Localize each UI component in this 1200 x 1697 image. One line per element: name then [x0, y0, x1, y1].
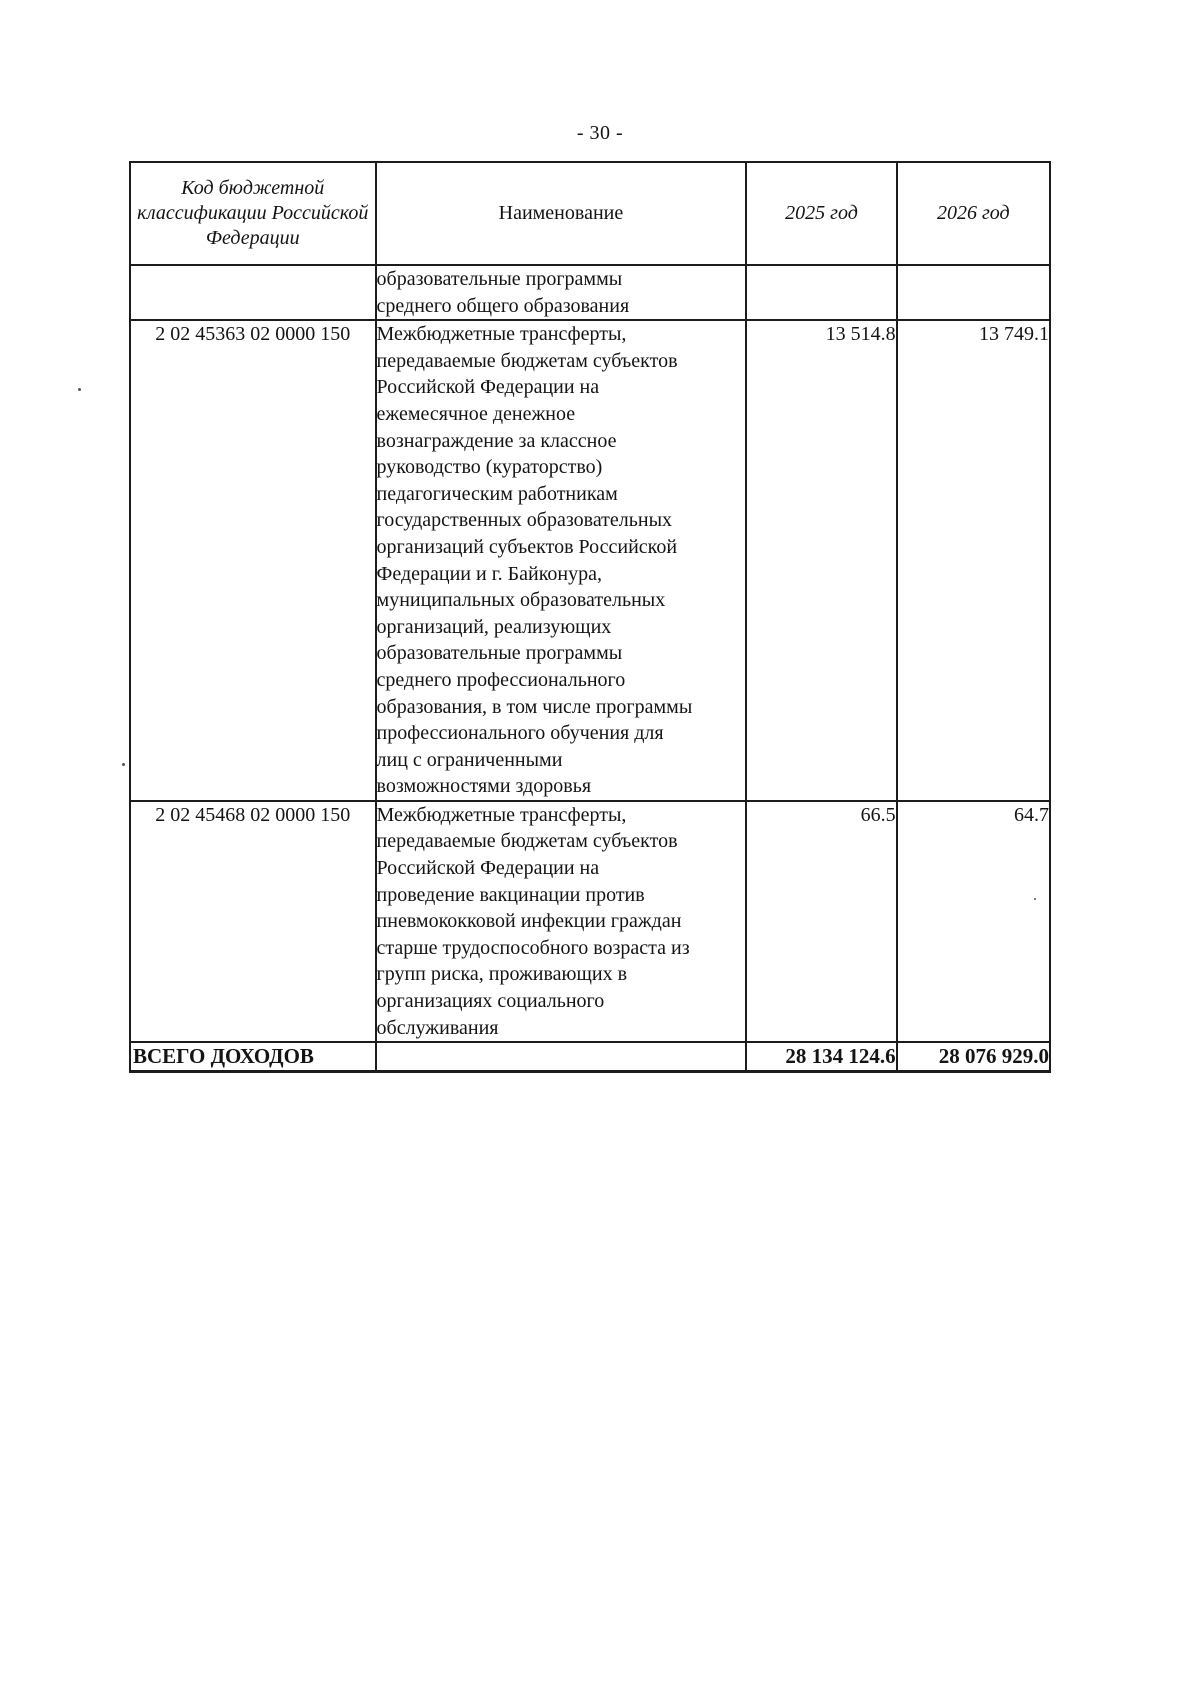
table-row — [130, 801, 1050, 1042]
table-header-row — [130, 162, 1050, 265]
header-year-2026: 2026 год — [897, 162, 1050, 265]
total-row — [130, 1042, 1050, 1072]
row-code — [130, 265, 376, 320]
row-name: Межбюджетные трансферты, передаваемые бюджетам субъектов Российской Федерации на проведение вакцинации против пневмококковой инфекции граждан старше трудоспособного возраста из групп риска, проживающих в организациях социального обслуживания — [376, 801, 747, 1042]
row-year-2026: 64.7 — [897, 801, 1050, 1042]
row-year-2026: 13 749.1 — [897, 320, 1050, 801]
table-row — [130, 320, 1050, 801]
budget-revenue-table — [129, 161, 1051, 1073]
row-year-2025 — [746, 265, 896, 320]
row-year-2025: 13 514.8 — [746, 320, 896, 801]
scan-speck — [122, 763, 125, 766]
header-name: Наименование — [376, 162, 747, 265]
scan-speck — [78, 388, 81, 391]
row-code: 2 02 45468 02 0000 150 — [130, 801, 376, 1042]
table-row — [130, 265, 1050, 320]
total-year-2026: 28 076 929.0 — [897, 1042, 1050, 1072]
row-name: Межбюджетные трансферты, передаваемые бюджетам субъектов Российской Федерации на ежемесячное денежное вознаграждение за классное руководство (кураторство) педагогическим работникам государственных образовательных организаций субъектов Российской Федерации и г. Байконура, муниципальных образовательных организаций, реализующих образовательные программы среднего профессионального образования, в том числе программы профессионального обучения для лиц с ограниченными возможностями здоровья — [376, 320, 747, 801]
total-name — [376, 1042, 747, 1072]
row-code: 2 02 45363 02 0000 150 — [130, 320, 376, 801]
total-year-2025: 28 134 124.6 — [746, 1042, 896, 1072]
page-number: - 30 - — [576, 122, 624, 144]
row-year-2025: 66.5 — [746, 801, 896, 1042]
header-code: Код бюджетной классификации Российской Федерации — [130, 162, 376, 265]
row-year-2026 — [897, 265, 1050, 320]
total-label: ВСЕГО ДОХОДОВ — [130, 1042, 376, 1072]
scan-speck — [1034, 898, 1036, 900]
row-name: образовательные программы среднего общего образования — [376, 265, 747, 320]
header-year-2025: 2025 год — [746, 162, 896, 265]
